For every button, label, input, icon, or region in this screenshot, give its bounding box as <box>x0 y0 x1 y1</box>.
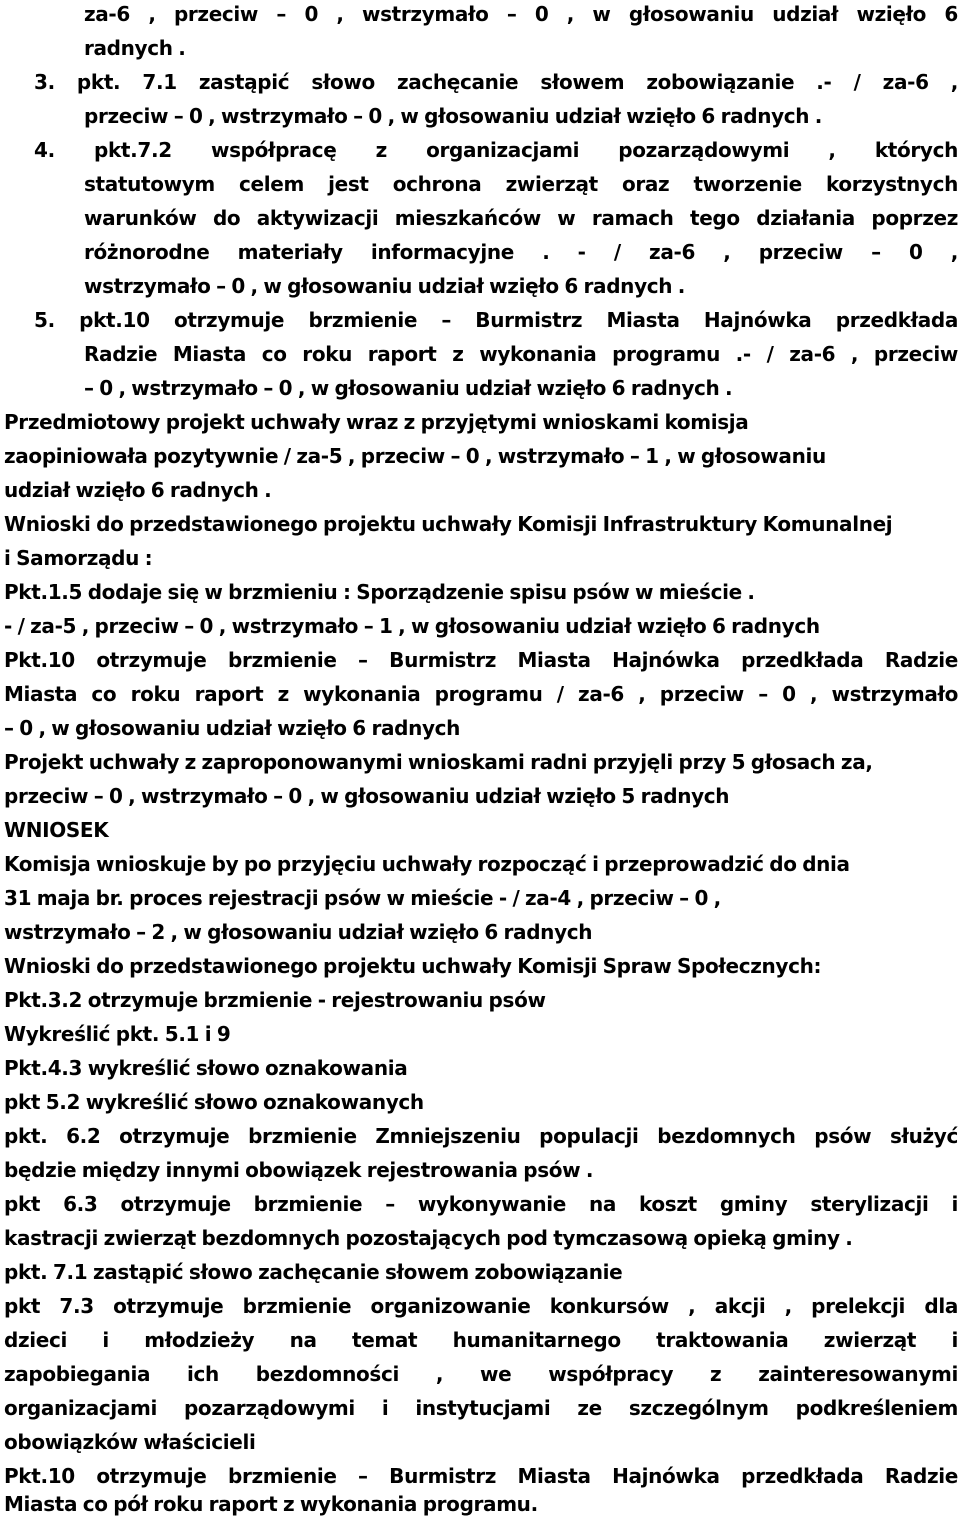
list-item-4-line-4: różnorodne materiały informacyjne . - / za-6 , przeciw – 0 , <box>84 240 958 264</box>
text-line-34: pkt. 6.2 otrzymuje brzmienie Zmniejszeniu populacji bezdomnych psów służyć <box>4 1124 958 1148</box>
list-item-4-line-2: statutowym celem jest ochrona zwierząt oraz tworzenie korzystnych <box>84 172 958 196</box>
text-line-19: - / za-5 , przeciw – 0 , wstrzymało – 1 , w głosowaniu udział wzięło 6 radnych <box>4 614 820 638</box>
text-line-20: Pkt.10 otrzymuje brzmienie – Burmistrz Miasta Hajnówka przedkłada Radzie <box>4 648 958 672</box>
text-line-18: Pkt.1.5 dodaje się w brzmieniu : Sporządzenie spisu psów w mieście . <box>4 580 755 604</box>
text-line-42: organizacjami pozarządowymi i instytucjami ze szczególnym podkreśleniem <box>4 1396 958 1420</box>
text-line-43: obowiązków właścicieli <box>4 1430 256 1454</box>
text-line-17: i Samorządu : <box>4 546 153 570</box>
text-line-30: Pkt.3.2 otrzymuje brzmienie - rejestrowaniu psów <box>4 988 546 1012</box>
text-line-21: Miasta co roku raport z wykonania programu / za-6 , przeciw – 0 , wstrzymało <box>4 682 958 706</box>
list-item-3-line-1: 3. pkt. 7.1 zastąpić słowo zachęcanie słowem zobowiązanie .- / za-6 , <box>34 70 958 94</box>
text-line-22: – 0 , w głosowaniu udział wzięło 6 radnych <box>4 716 461 740</box>
text-line-16: Wnioski do przedstawionego projektu uchwały Komisji Infrastruktury Komunalnej <box>4 512 893 536</box>
text-line-26: Komisja wnioskuje by po przyjęciu uchwały rozpocząć i przeprowadzić do dnia <box>4 852 850 876</box>
text-line-39: pkt 7.3 otrzymuje brzmienie organizowanie konkursów , akcji , prelekcji dla <box>4 1294 958 1318</box>
list-item-4-line-3: warunków do aktywizacji mieszkańców w ramach tego działania poprzez <box>84 206 958 230</box>
text-line-44: Pkt.10 otrzymuje brzmienie – Burmistrz Miasta Hajnówka przedkłada Radzie <box>4 1464 958 1488</box>
list-item-3-line-2: przeciw – 0 , wstrzymało – 0 , w głosowaniu udział wzięło 6 radnych . <box>84 104 823 128</box>
list-item-5-line-3: – 0 , wstrzymało – 0 , w głosowaniu udział wzięło 6 radnych . <box>84 376 733 400</box>
section-heading-wniosek: WNIOSEK <box>4 818 109 842</box>
text-line-27: 31 maja br. proces rejestracji psów w mieście - / za-4 , przeciw – 0 , <box>4 886 721 910</box>
text-line-24: przeciw – 0 , wstrzymało – 0 , w głosowaniu udział wzięło 5 radnych <box>4 784 730 808</box>
text-line-33: pkt 5.2 wykreślić słowo oznakowanych <box>4 1090 424 1114</box>
text-line-45: Miasta co pół roku raport z wykonania programu. <box>4 1492 538 1516</box>
text-line-23: Projekt uchwały z zaproponowanymi wnioskami radni przyjęli przy 5 głosach za, <box>4 750 873 774</box>
text-line-37: kastracji zwierząt bezdomnych pozostających pod tymczasową opieką gminy . <box>4 1226 853 1250</box>
text-line-41: zapobiegania ich bezdomności , we współpracy z zainteresowanymi <box>4 1362 958 1386</box>
text-line-35: będzie między innymi obowiązek rejestrowania psów . <box>4 1158 594 1182</box>
text-line-2: radnych . <box>84 36 186 60</box>
list-item-5-line-2: Radzie Miasta co roku raport z wykonania programu .- / za-6 , przeciw <box>84 342 958 366</box>
text-line-32: Pkt.4.3 wykreślić słowo oznakowania <box>4 1056 408 1080</box>
list-item-5-line-1: 5. pkt.10 otrzymuje brzmienie – Burmistrz Miasta Hajnówka przedkłada <box>34 308 958 332</box>
text-line-31: Wykreślić pkt. 5.1 i 9 <box>4 1022 231 1046</box>
text-line-36: pkt 6.3 otrzymuje brzmienie – wykonywanie na koszt gminy sterylizacji i <box>4 1192 958 1216</box>
text-line-28: wstrzymało – 2 , w głosowaniu udział wzięło 6 radnych <box>4 920 593 944</box>
list-item-4-line-1: 4. pkt.7.2 współpracę z organizacjami pozarządowymi , których <box>34 138 958 162</box>
text-line-38: pkt. 7.1 zastąpić słowo zachęcanie słowem zobowiązanie <box>4 1260 623 1284</box>
text-line-14: zaopiniowała pozytywnie / za-5 , przeciw – 0 , wstrzymało – 1 , w głosowaniu <box>4 444 826 468</box>
text-line-29: Wnioski do przedstawionego projektu uchwały Komisji Spraw Społecznych: <box>4 954 822 978</box>
text-line-13: Przedmiotowy projekt uchwały wraz z przyjętymi wnioskami komisja <box>4 410 749 434</box>
text-line-15: udział wzięło 6 radnych . <box>4 478 272 502</box>
text-line-1: za-6 , przeciw – 0 , wstrzymało – 0 , w głosowaniu udział wzięło 6 <box>84 2 958 26</box>
list-item-4-line-5: wstrzymało – 0 , w głosowaniu udział wzięło 6 radnych . <box>84 274 686 298</box>
text-line-40: dzieci i młodzieży na temat humanitarnego traktowania zwierząt i <box>4 1328 958 1352</box>
